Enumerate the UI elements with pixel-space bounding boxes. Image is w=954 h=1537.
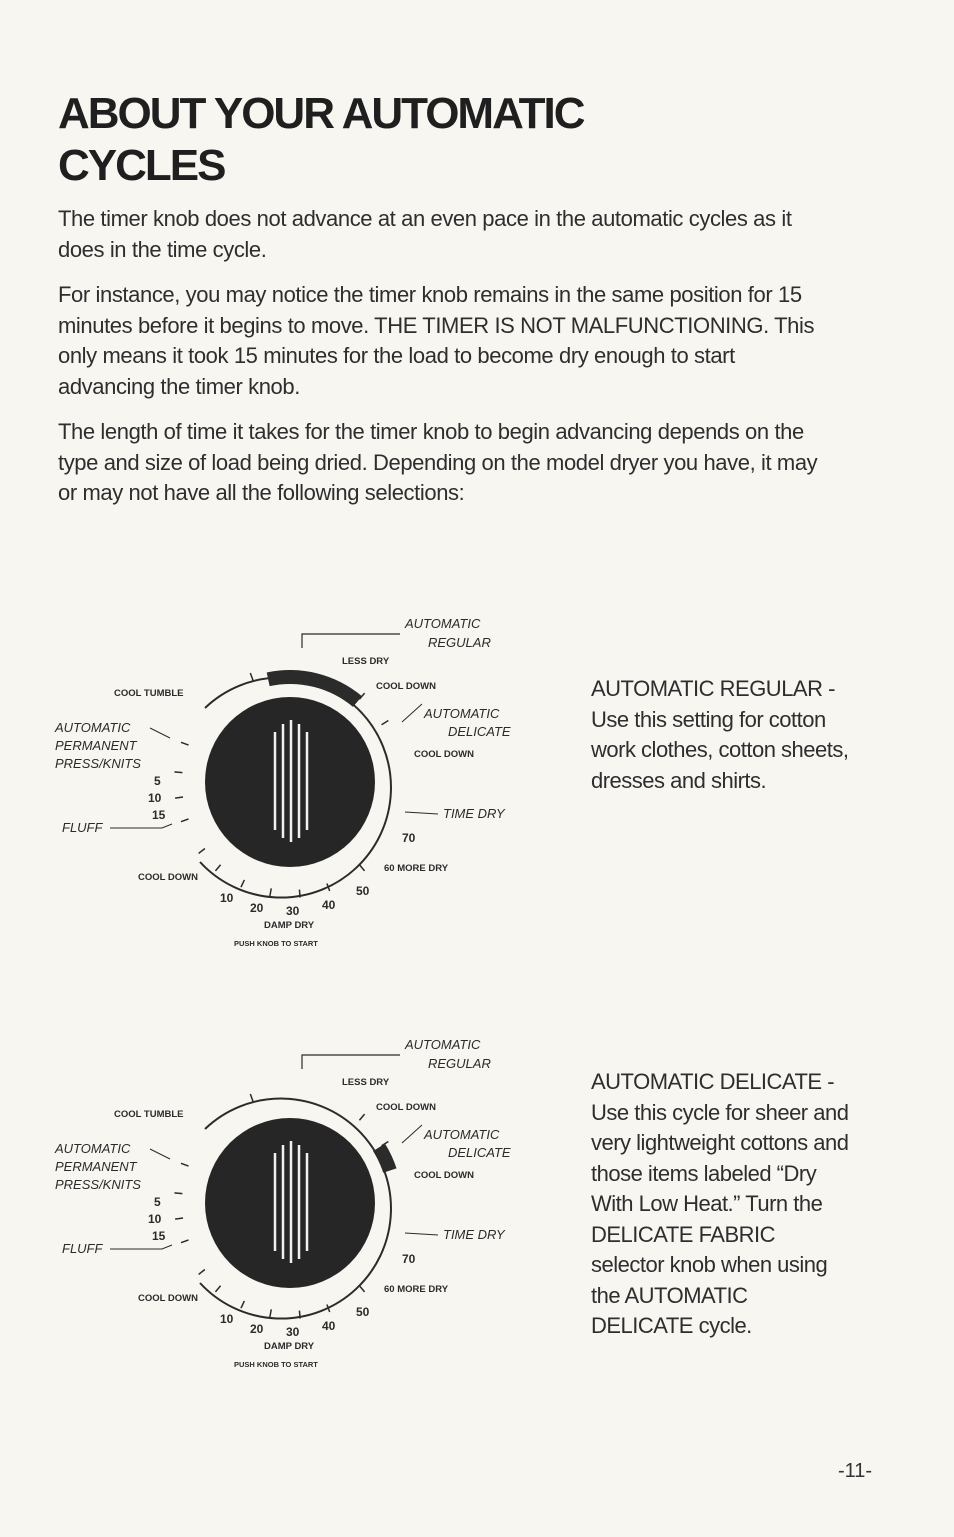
label-fluff: FLUFF — [62, 820, 103, 835]
dial-tick — [181, 819, 189, 822]
page-number: -11- — [838, 1460, 873, 1482]
automatic-delicate-description: AUTOMATIC DELICATE - Use this cycle for sheer and very lightweight cottons and those items labeled “Dry With Low Heat.” Turn the DELICATE FABRIC selector knob when using the AUTOMATIC DELICATE cycle. — [591, 1069, 849, 1338]
label-50: 50 — [356, 1305, 370, 1319]
label-20: 20 — [250, 901, 264, 915]
label-10: 10 — [220, 1312, 234, 1326]
dial-tick — [215, 865, 220, 871]
label-less-dry: LESS DRY — [342, 1077, 390, 1088]
label-damp-dry: DAMP DRY — [264, 1341, 315, 1352]
label-regular: REGULAR — [428, 1056, 491, 1071]
dial-tick — [299, 1311, 300, 1319]
label-cool-down: COOL DOWN — [376, 681, 436, 692]
dial-tick — [174, 1193, 182, 1194]
label-cool-down-3: COOL DOWN — [138, 1293, 198, 1304]
dial-tick — [175, 1218, 183, 1219]
delicate-leader — [402, 704, 422, 722]
label-automatic: AUTOMATIC — [405, 1037, 481, 1052]
time-dry-leader — [405, 1233, 438, 1235]
label-push-knob: PUSH KNOB TO START — [234, 939, 318, 948]
label-damp-dry: DAMP DRY — [264, 920, 315, 931]
dial-tick — [359, 865, 364, 871]
label-perm-automatic: AUTOMATIC — [55, 1141, 131, 1156]
label-40: 40 — [322, 898, 336, 912]
label-regular: REGULAR — [428, 635, 491, 650]
dial-tick — [181, 1163, 189, 1166]
title-line-2: CYCLES — [58, 141, 225, 190]
label-perm-automatic: AUTOMATIC — [55, 720, 131, 735]
label-30: 30 — [286, 1325, 300, 1339]
label-5: 5 — [154, 774, 161, 788]
delicate-leader — [402, 1125, 422, 1143]
label-automatic: AUTOMATIC — [405, 616, 481, 631]
label-press-knits: PRESS/KNITS — [55, 756, 141, 771]
dial-tick — [359, 1114, 364, 1120]
label-70: 70 — [402, 1252, 416, 1266]
dial-tick — [175, 797, 183, 798]
fluff-leader — [110, 1245, 172, 1249]
perm-leader — [150, 1149, 170, 1159]
label-more-dry: 60 MORE DRY — [384, 863, 449, 874]
label-delicate: DELICATE — [448, 724, 511, 739]
dial-tick — [359, 1286, 364, 1292]
fluff-leader — [110, 824, 172, 828]
dial-tick — [250, 1094, 253, 1102]
label-push-knob: PUSH KNOB TO START — [234, 1360, 318, 1369]
regular-leader — [302, 1055, 400, 1069]
automatic-regular-description: AUTOMATIC REGULAR - Use this setting for cotton work clothes, cotton sheets, dresses and shirts. — [591, 676, 849, 793]
time-dry-leader — [405, 812, 438, 814]
paragraph-2: For instance, you may notice the timer knob remains in the same position for 15 minutes before it begins to move. THE TIMER IS NOT MALFUNCTIONING. This only means it took 15 minutes for the load to become dry enough to start advancing the timer knob. — [58, 282, 815, 399]
dial-tick — [181, 742, 189, 745]
label-30: 30 — [286, 904, 300, 918]
label-time-dry: TIME DRY — [443, 1227, 505, 1242]
label-cool-down: COOL DOWN — [376, 1102, 436, 1113]
label-time-dry: TIME DRY — [443, 806, 505, 821]
label-cool-tumble: COOL TUMBLE — [114, 1109, 184, 1120]
dial-tick — [382, 721, 389, 725]
dial-tick — [270, 1309, 271, 1317]
label-less-dry: LESS DRY — [342, 656, 390, 667]
label-automatic-delicate: AUTOMATIC — [424, 1127, 500, 1142]
label-15: 15 — [152, 1229, 166, 1243]
label-automatic-delicate: AUTOMATIC — [424, 706, 500, 721]
label-permanent: PERMANENT — [55, 738, 137, 753]
label-press-knits: PRESS/KNITS — [55, 1177, 141, 1192]
page-title — [58, 88, 658, 192]
label-10: 10 — [220, 891, 234, 905]
label-cool-down-3: COOL DOWN — [138, 872, 198, 883]
dial-tick — [270, 888, 271, 896]
dial-diagram-regular — [50, 612, 550, 952]
dial-tick — [199, 848, 205, 853]
label-10b: 10 — [148, 1212, 162, 1226]
label-50: 50 — [356, 884, 370, 898]
dial-tick — [241, 1301, 244, 1308]
dial-tick — [181, 1240, 189, 1243]
label-15: 15 — [152, 808, 166, 822]
dial-tick — [215, 1286, 220, 1292]
label-cool-down-2: COOL DOWN — [414, 749, 474, 760]
dial-tick — [250, 673, 253, 681]
dial-diagram-delicate — [50, 1033, 550, 1373]
dial-tick — [299, 890, 300, 898]
dial-tick — [241, 880, 244, 887]
label-cool-down-2: COOL DOWN — [414, 1170, 474, 1181]
label-delicate: DELICATE — [448, 1145, 511, 1160]
dial-tick — [174, 772, 182, 773]
intro-text — [58, 204, 818, 524]
paragraph-3: The length of time it takes for the timer knob to begin advancing depends on the type and size of load being dried. Depending on the model dryer you have, it may or may not have all the following selections: — [58, 419, 818, 505]
cycle-segment — [373, 1144, 396, 1173]
label-40: 40 — [322, 1319, 336, 1333]
perm-leader — [150, 728, 170, 738]
label-5: 5 — [154, 1195, 161, 1209]
label-70: 70 — [402, 831, 416, 845]
label-20: 20 — [250, 1322, 264, 1336]
label-more-dry: 60 MORE DRY — [384, 1284, 449, 1295]
paragraph-1: The timer knob does not advance at an even pace in the automatic cycles as it does in the time cycle. — [58, 206, 792, 262]
label-cool-tumble: COOL TUMBLE — [114, 688, 184, 699]
label-10b: 10 — [148, 791, 162, 805]
title-line-1: ABOUT YOUR AUTOMATIC — [58, 89, 584, 138]
regular-leader — [302, 634, 400, 648]
dial-tick — [199, 1269, 205, 1274]
timer-dial-svg — [50, 1033, 550, 1373]
label-fluff: FLUFF — [62, 1241, 103, 1256]
label-permanent: PERMANENT — [55, 1159, 137, 1174]
timer-dial-svg — [50, 612, 550, 952]
